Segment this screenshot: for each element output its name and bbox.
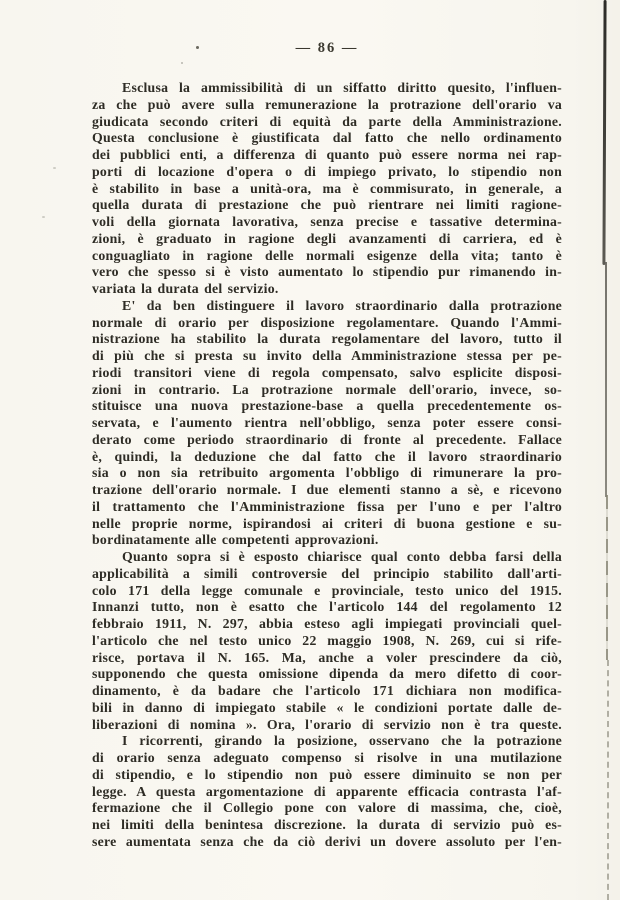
scan-speck	[196, 46, 199, 49]
scan-edge-line	[605, 262, 607, 497]
scan-speck	[42, 216, 45, 218]
body-text-block	[92, 80, 562, 851]
text-line: applicabilità a simili controversie del principio stabilito dall'arti-	[92, 565, 562, 581]
text-line: febbraio 1911, N. 297, abbia esteso agli impiegati provinciali quel-	[92, 616, 562, 631]
text-line: nistrazione ha stabilito la durata regolamentare del lavoro, tutto il	[92, 331, 562, 347]
text-line: nelle proprie norme, ispirandosi ai criteri di buona gestione e su-	[92, 515, 562, 531]
text-line: di stipendio, e lo stipendio non può essere diminuito se non per	[92, 766, 562, 782]
text-line: riodi transitori viene di regola compensato, salvo esplicite disposi-	[92, 364, 562, 380]
text-line: dinamento, è da badare che l'articolo 171 dichiara non modifica-	[92, 683, 562, 698]
text-line: za che può avere sulla remunerazione la protrazione dell'orario va	[92, 96, 562, 112]
text-line: nei limiti della benintesa discrezione. la durata di servizio può es-	[92, 817, 562, 832]
text-line: è, quindi, la deduzione che dal fatto che il lavoro straordinario	[92, 448, 562, 464]
text-line: Questa conclusione è giustificata dal fatto che nello ordinamento	[92, 130, 562, 146]
text-line: zioni, è graduato in ragione degli avanzamenti di carriera, ed è	[92, 230, 562, 246]
text-line: bordinatamente alle competenti approvazioni.	[92, 532, 379, 548]
text-line: di orario senza adeguato compenso si risolve in una mutilazione	[92, 750, 562, 765]
text-line: l'articolo che nel testo unico 22 maggio 1908, N. 269, cui si rife-	[92, 632, 562, 648]
text-line: quella durata di prestazione che può rientrare nei limiti ragione-	[92, 197, 562, 213]
text-line: variata la durata del servizio.	[92, 281, 279, 296]
text-line: conguagliato in ragione delle normali esigenze della vita; tanto è	[92, 247, 562, 263]
text-line: fermazione che il Collegio pone con valore di massima, che, cioè,	[92, 800, 562, 816]
text-line: colo 171 della legge comunale e provinciale, testo unico del 1915.	[92, 582, 562, 598]
text-line: trazione dell'orario normale. I due elementi stanno a sè, e ricevono	[92, 482, 562, 497]
text-line: il trattamento che l'Amministrazione fissa per l'uno e per l'altro	[92, 498, 562, 514]
text-line: Esclusa la ammissibilità di un siffatto diritto quesito, l'influen-	[122, 80, 562, 95]
text-line: supponendo che questa omissione dipenda da mero difetto di coor-	[92, 666, 562, 682]
scan-edge-line	[607, 660, 609, 900]
scan-speck	[181, 62, 183, 64]
scan-edge-line	[606, 495, 608, 660]
text-line: voli della giornata lavorativa, senza precise e tassative determina-	[92, 214, 562, 229]
text-line: liberazioni di nomina ». Ora, l'orario di servizio non è tra queste.	[92, 716, 562, 732]
text-line: servata, e l'aumento rientra nell'obbligo, senza poter essere consi-	[92, 415, 562, 430]
text-line: sia o non sia retribuito argomenta l'obbligo di rimunerare la pro-	[92, 465, 562, 481]
text-line: bili in danno di impiegato stabile « le condizioni portate dalle de-	[92, 699, 562, 715]
text-line: legge. A questa argomentazione di apparente efficacia contrasta l'af-	[92, 783, 562, 799]
text-line: porti di locazione d'opera o di impiego privato, lo stipendio non	[92, 163, 562, 179]
text-line: è stabilito in base a unità-ora, ma è commisurato, in generale, a	[92, 180, 562, 196]
text-line: di più che si presta su invito della Amministrazione stessa per pe-	[92, 348, 562, 363]
text-line: Innanzi tutto, non è esatto che l'articolo 144 del regolamento 12	[92, 599, 562, 615]
text-line: derato come periodo straordinario di fronte al precedente. Fallace	[92, 431, 562, 447]
text-line: risce, portava il N. 165. Ma, anche a voler prescindere da ciò,	[92, 649, 562, 665]
text-line: giudicata secondo criteri di equità da parte della Amministrazione.	[92, 113, 562, 129]
text-line: zioni in contrario. La protrazione normale dell'orario, invece, so-	[92, 381, 562, 397]
scan-edge-line	[602, 0, 606, 265]
text-line: Quanto sopra si è esposto chiarisce qual conto debba farsi della	[122, 549, 562, 564]
text-line: E' da ben distinguere il lavoro straordinario dalla protrazione	[122, 297, 562, 313]
text-line: I ricorrenti, girando la posizione, osservano che la potrazione	[122, 733, 562, 749]
text-line: sere aumentata senza che da ciò derivi un dovere assoluto per l'en-	[92, 833, 562, 849]
scan-speck	[53, 167, 56, 169]
text-line: vero che spesso si è visto aumentato lo stipendio pur rimanendo in-	[92, 264, 562, 280]
text-line: dei pubblici enti, a differenza di quanto può essere norma nei rap-	[92, 147, 562, 162]
page-number: — 86 —	[295, 40, 359, 56]
text-line: normale di orario per disposizione regolamentare. Quando l'Ammi-	[92, 314, 562, 330]
text-line: stituisce una nuova prestazione-base a quella precedentemente os-	[92, 398, 562, 414]
